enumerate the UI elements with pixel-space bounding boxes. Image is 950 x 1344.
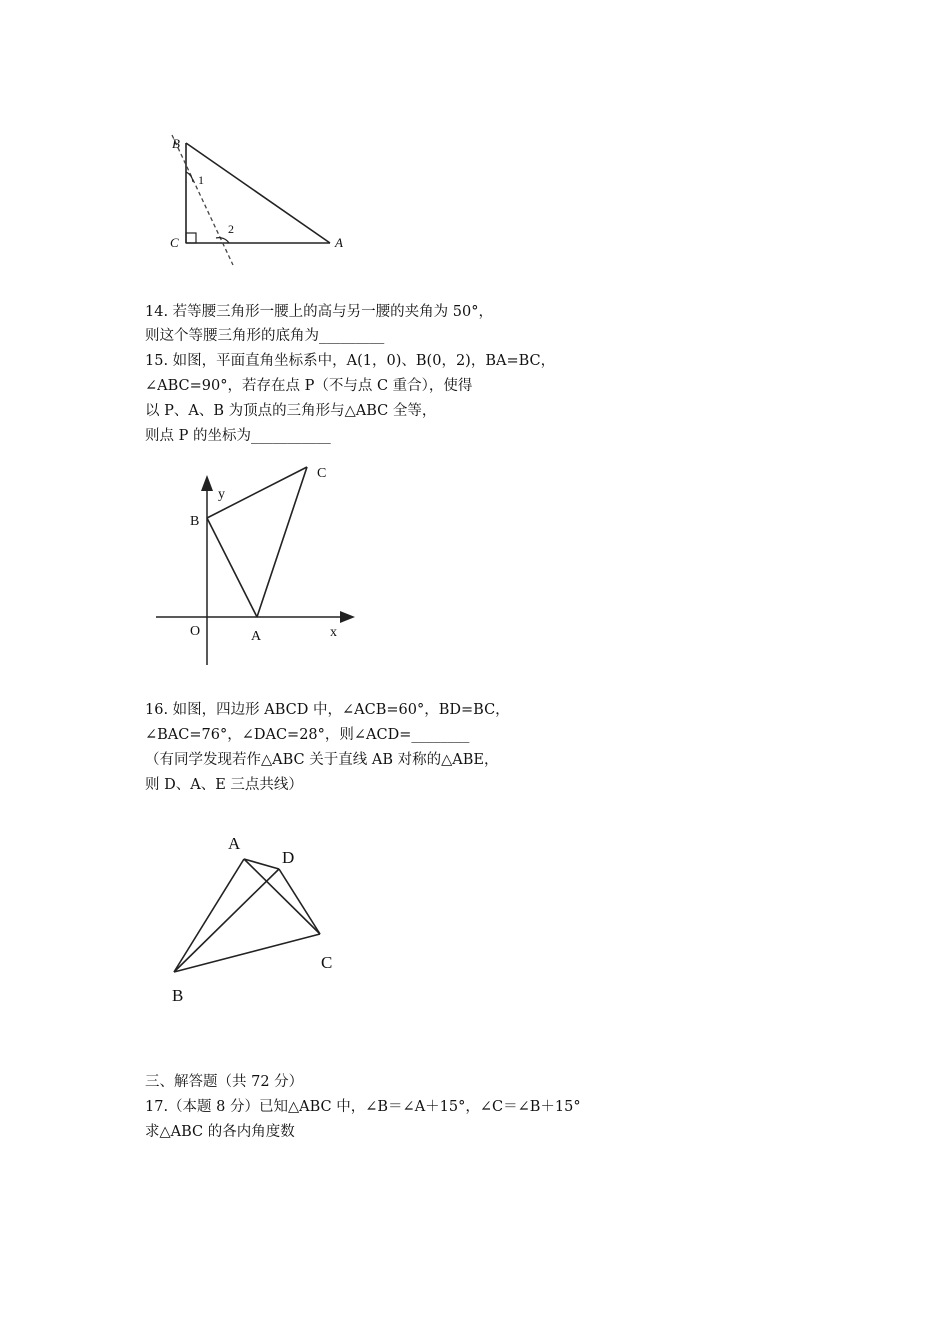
q16-line-3: （有同学发现若作△ABC 关于直线 AB 对称的△ABE， (145, 752, 499, 768)
angle-1-arc (186, 172, 193, 182)
label-y: y (218, 487, 225, 502)
figure-q13-triangle (160, 130, 360, 270)
label-b: B (172, 136, 180, 151)
y-axis-arrow (201, 475, 213, 491)
label-c: C (317, 466, 327, 481)
segment-cb (174, 934, 320, 972)
label-b: B (172, 986, 184, 1005)
q16-line-2: ∠BAC=76°，∠DAC=28°，则∠ACD=________ (145, 727, 470, 743)
q17-line-2: 求△ABC 的各内角度数 (145, 1124, 295, 1140)
label-c: C (321, 953, 333, 972)
label-x: x (330, 625, 337, 640)
label-a: A (228, 834, 241, 853)
q16-line-1: 16. 如图，四边形 ABCD 中，∠ACB=60°，BD=BC， (145, 702, 510, 718)
q14-line-2: 则这个等腰三角形的底角为_________ (145, 328, 385, 344)
x-axis-arrow (340, 611, 355, 623)
section-3-heading: 三、解答题（共 72 分） (145, 1074, 304, 1090)
segment-dc (279, 869, 320, 934)
label-angle-1: 1 (198, 173, 204, 187)
right-angle-mark (186, 233, 196, 243)
q15-line-4: 则点 P 的坐标为___________ (145, 428, 331, 444)
figure-q16-quadrilateral (160, 825, 360, 1010)
label-b: B (190, 514, 200, 529)
segment-ac (244, 859, 320, 934)
q15-line-3: 以 P、A、B 为顶点的三角形与△ABC 全等， (145, 403, 437, 419)
figure-q15-coordinate-plane (150, 455, 370, 670)
segment-ba (174, 859, 244, 972)
label-angle-2: 2 (228, 222, 234, 236)
q15-line-2: ∠ABC=90°，若存在点 P（不与点 C 重合），使得 (145, 378, 473, 394)
angle-2-arc (216, 238, 229, 243)
label-o: O (190, 624, 201, 639)
q17-line-1: 17.（本题 8 分）已知△ABC 中，∠B＝∠A＋15°，∠C＝∠B＋15° (145, 1099, 581, 1115)
q15-line-1: 15. 如图，平面直角坐标系中，A(1，0)、B(0，2)，BA=BC， (145, 353, 556, 369)
label-c: C (170, 235, 179, 250)
segment-ba (186, 143, 330, 243)
q14-line-1: 14. 若等腰三角形一腰上的高与另一腰的夹角为 50°， (145, 304, 493, 320)
label-d: D (282, 848, 295, 867)
segment-bd (174, 869, 279, 972)
segment-ba (207, 518, 257, 617)
label-a: A (251, 629, 262, 644)
q16-line-4: 则 D、A、E 三点共线） (145, 777, 303, 793)
label-a: A (335, 235, 343, 250)
